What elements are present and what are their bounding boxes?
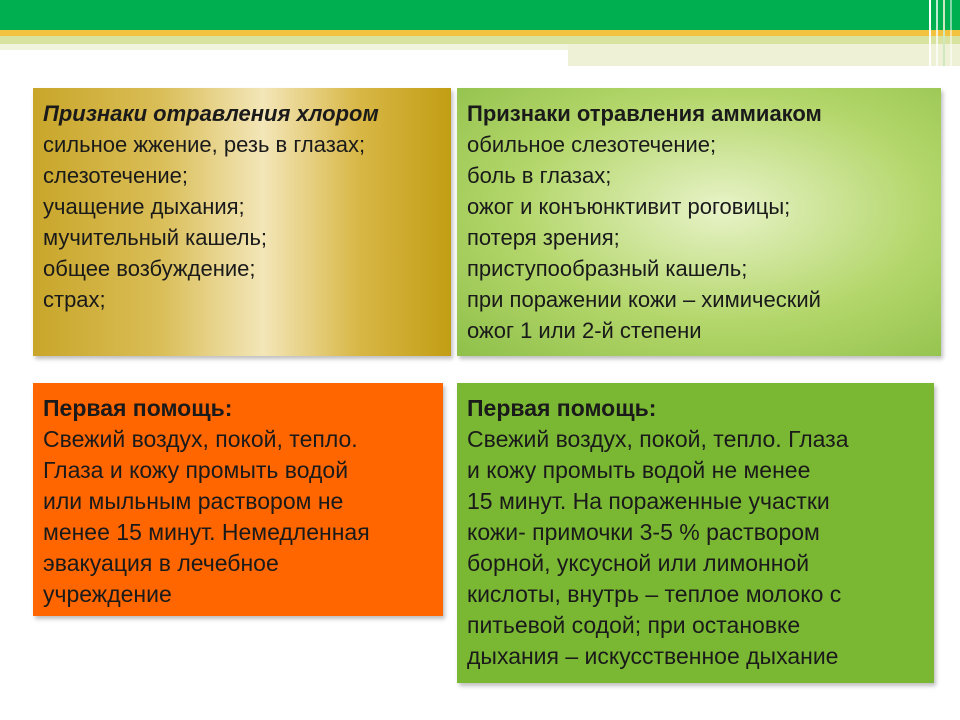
first-aid-line: Свежий воздух, покой, тепло. Глаза <box>467 426 849 452</box>
header-stripe <box>0 36 960 44</box>
symptom-line: слезотечение; <box>43 163 188 188</box>
header-bar <box>0 0 960 30</box>
ammonia-first-aid-title: Первая помощь: <box>467 395 657 421</box>
symptom-line: боль в глазах; <box>467 163 612 188</box>
first-aid-line: борной, уксусной или лимонной <box>467 550 810 576</box>
first-aid-line: дыхания – искусственное дыхание <box>467 643 839 669</box>
first-aid-line: кислоты, внутрь – теплое молоко с <box>467 581 842 607</box>
first-aid-line: кожи- примочки 3-5 % раствором <box>467 519 820 545</box>
symptom-line: при поражении кожи – химический <box>467 287 821 312</box>
corner-lines-decoration <box>924 0 960 66</box>
ammonia-first-aid-box <box>457 383 934 683</box>
symptom-line: сильное жжение, резь в глазах; <box>43 132 366 157</box>
ammonia-symptoms-title: Признаки отравления аммиаком <box>467 101 822 126</box>
symptom-line: приступообразный кашель; <box>467 256 748 281</box>
first-aid-line: 15 минут. На пораженные участки <box>467 488 830 514</box>
first-aid-line: менее 15 минут. Немедленная <box>43 519 370 545</box>
first-aid-line: питьевой содой; при остановке <box>467 612 801 638</box>
symptom-line: ожог 1 или 2-й степени <box>467 318 702 343</box>
first-aid-line: эвакуация в лечебное <box>43 550 279 576</box>
chlorine-first-aid-box <box>33 383 443 616</box>
symptom-line: ожог и конъюнктивит роговицы; <box>467 194 791 219</box>
first-aid-line: или мыльным раствором не <box>43 488 344 514</box>
symptom-line: страх; <box>43 287 106 312</box>
symptom-line: потеря зрения; <box>467 225 620 250</box>
first-aid-line: и кожу промыть водой не менее <box>467 457 811 483</box>
first-aid-line: Глаза и кожу промыть водой <box>43 457 349 483</box>
symptom-line: мучительный кашель; <box>43 225 268 250</box>
first-aid-line: учреждение <box>43 581 172 607</box>
symptom-line: обильное слезотечение; <box>467 132 717 157</box>
symptom-line: общее возбуждение; <box>43 256 256 281</box>
header-decoration <box>568 44 960 66</box>
first-aid-line: Свежий воздух, покой, тепло. <box>43 426 358 452</box>
ammonia-symptoms-box <box>457 88 941 356</box>
chlorine-first-aid-title: Первая помощь: <box>43 395 233 421</box>
symptom-line: учащение дыхания; <box>43 194 245 219</box>
chlorine-symptoms-title: Признаки отравления хлором <box>43 101 379 126</box>
chlorine-symptoms-box <box>33 88 451 356</box>
